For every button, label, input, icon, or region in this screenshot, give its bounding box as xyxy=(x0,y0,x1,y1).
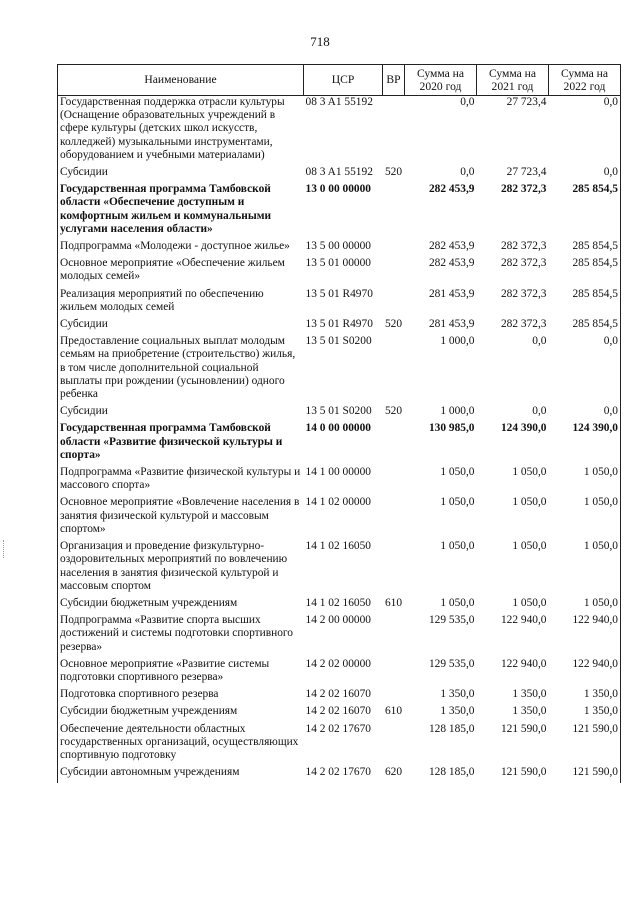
row-sum-2020: 1 050,0 xyxy=(440,466,475,479)
table-row xyxy=(58,766,621,783)
row-sum-2021: 282 372,3 xyxy=(500,240,547,253)
row-name: Подпрограмма «Развитие спорта высших достижений и системы подготовки спортивного резерва» xyxy=(58,614,304,658)
row-sum-2022: 0,0 xyxy=(549,166,621,183)
table-row xyxy=(58,658,621,688)
header-vr: ВР xyxy=(383,65,405,96)
row-csr-code: 14 2 02 17670 xyxy=(305,766,371,779)
budget-table xyxy=(57,64,621,783)
row-csr-code: 14 1 02 00000 xyxy=(305,496,371,509)
row-name: Государственная поддержка отрасли культуры (Оснащение образовательных учреждений в сфере культуры (детских школ искусств, колледжей) музыкальными инструментами, оборудованием и учебными материалами) xyxy=(58,96,304,167)
row-vr-code: 610 xyxy=(384,596,403,609)
page-number: 718 xyxy=(310,34,330,49)
row-sum-2022: 0,0 xyxy=(549,335,621,405)
table-row xyxy=(58,688,621,705)
row-sum-2020: 128 185,0 xyxy=(428,766,475,779)
row-name: Государственная программа Тамбовской области «Обеспечение доступным и комфортным жильем и коммунальными услугами населения области» xyxy=(58,183,304,240)
table-row xyxy=(58,166,621,183)
row-vr-code xyxy=(383,496,405,540)
row-name: Обеспечение деятельности областных государственных организаций, осуществляющих спортивную подготовку xyxy=(58,723,304,767)
table-row xyxy=(58,597,621,614)
header-csr: ЦСР xyxy=(304,65,383,96)
table-row xyxy=(58,288,621,318)
row-sum-2021: 121 590,0 xyxy=(500,722,547,735)
row-sum-2022: 285 854,5 xyxy=(549,257,621,287)
row-vr-code xyxy=(383,614,405,658)
row-sum-2021: 0,0 xyxy=(532,405,547,418)
row-sum-2020: 0,0 xyxy=(460,96,475,108)
row-sum-2020: 130 985,0 xyxy=(428,422,475,435)
row-csr-code: 13 5 01 R4970 xyxy=(305,287,373,300)
header-name: Наименование xyxy=(58,65,304,96)
row-name: Организация и проведение физкультурно-оздоровительных мероприятий по вовлечению населения в занятия физической культурой и массовым спортом xyxy=(58,540,304,597)
row-name: Субсидии xyxy=(58,405,304,422)
row-name: Подпрограмма «Молодежи - доступное жилье» xyxy=(58,240,304,257)
row-csr-code: 14 2 02 16070 xyxy=(305,688,371,701)
row-sum-2022: 285 854,5 xyxy=(549,318,621,335)
row-csr-code: 14 0 00 00000 xyxy=(305,422,371,435)
row-sum-2021: 122 940,0 xyxy=(500,657,547,670)
row-sum-2021: 282 372,3 xyxy=(500,257,547,270)
row-vr-code: 520 xyxy=(384,405,403,418)
row-csr-code: 14 2 02 00000 xyxy=(305,657,371,670)
row-name: Реализация мероприятий по обеспечению жильем молодых семей xyxy=(58,288,304,318)
row-csr-code: 13 5 01 00000 xyxy=(305,257,371,270)
row-vr-code xyxy=(383,658,405,688)
row-vr-code xyxy=(383,257,405,287)
row-vr-code xyxy=(383,335,405,405)
row-sum-2020: 282 453,9 xyxy=(428,240,475,253)
row-sum-2021: 282 372,3 xyxy=(500,318,547,331)
table-header xyxy=(58,65,621,96)
row-csr-code: 14 2 02 17670 xyxy=(305,722,371,735)
row-csr-code: 14 2 02 16070 xyxy=(305,705,371,718)
row-sum-2020: 128 185,0 xyxy=(428,722,475,735)
row-sum-2022: 122 940,0 xyxy=(549,614,621,658)
table-row xyxy=(58,614,621,658)
row-name: Подготовка спортивного резерва xyxy=(58,688,304,705)
row-sum-2022: 1 050,0 xyxy=(549,496,621,540)
row-sum-2021: 0,0 xyxy=(532,335,547,348)
row-sum-2021: 27 723,4 xyxy=(506,166,547,179)
row-name: Субсидии автономным учреждениям xyxy=(58,766,304,783)
row-sum-2020: 129 535,0 xyxy=(428,614,475,627)
row-sum-2020: 1 350,0 xyxy=(440,705,475,718)
row-vr-code xyxy=(383,422,405,466)
row-vr-code xyxy=(383,96,405,167)
row-sum-2022: 285 854,5 xyxy=(549,240,621,257)
row-name: Субсидии xyxy=(58,166,304,183)
table-row xyxy=(58,540,621,597)
row-sum-2020: 281 453,9 xyxy=(428,318,475,331)
row-sum-2020: 282 453,9 xyxy=(428,257,475,270)
row-csr-code: 14 1 02 16050 xyxy=(305,540,371,553)
row-sum-2022: 122 940,0 xyxy=(549,658,621,688)
header-sum-2020: Сумма на 2020 год xyxy=(405,65,477,96)
row-vr-code xyxy=(383,288,405,318)
table-row xyxy=(58,496,621,540)
row-sum-2021: 282 372,3 xyxy=(500,183,547,196)
row-vr-code xyxy=(383,723,405,767)
row-name: Подпрограмма «Развитие физической культуры и массового спорта» xyxy=(58,466,304,496)
row-vr-code: 610 xyxy=(384,705,403,718)
table-row xyxy=(58,318,621,335)
row-name: Основное мероприятие «Обеспечение жильем молодых семей» xyxy=(58,257,304,287)
row-sum-2020: 1 050,0 xyxy=(440,596,475,609)
row-sum-2020: 1 050,0 xyxy=(440,540,475,553)
row-vr-code xyxy=(383,466,405,496)
row-sum-2022: 0,0 xyxy=(549,405,621,422)
row-sum-2020: 281 453,9 xyxy=(428,287,475,300)
table-row xyxy=(58,405,621,422)
row-csr-code: 08 3 A1 55192 xyxy=(305,96,373,108)
row-vr-code xyxy=(383,688,405,705)
row-sum-2022: 121 590,0 xyxy=(549,723,621,767)
row-name: Основное мероприятие «Вовлечение населения в занятия физической культурой и массовым спортом» xyxy=(58,496,304,540)
row-sum-2021: 1 350,0 xyxy=(512,705,547,718)
row-sum-2021: 1 050,0 xyxy=(512,596,547,609)
row-sum-2021: 1 050,0 xyxy=(512,496,547,509)
row-vr-code: 520 xyxy=(384,166,403,179)
scan-edge-mark xyxy=(3,540,7,558)
row-sum-2021: 121 590,0 xyxy=(500,766,547,779)
row-vr-code: 620 xyxy=(384,766,403,779)
row-sum-2020: 129 535,0 xyxy=(428,657,475,670)
row-name: Предоставление социальных выплат молодым семьям на приобретение (строительство) жилья, в том числе дополнительной социальной выплаты при рождении (усыновлении) одного ребенка xyxy=(58,335,304,405)
row-csr-code: 13 5 01 R4970 xyxy=(305,318,373,331)
row-sum-2022: 124 390,0 xyxy=(549,422,621,466)
row-sum-2022: 1 050,0 xyxy=(549,597,621,614)
table-row xyxy=(58,335,621,405)
table-row xyxy=(58,240,621,257)
table-row xyxy=(58,183,621,240)
row-sum-2020: 0,0 xyxy=(460,166,475,179)
row-sum-2022: 1 350,0 xyxy=(549,688,621,705)
row-sum-2021: 1 350,0 xyxy=(512,688,547,701)
table-row xyxy=(58,466,621,496)
table-row xyxy=(58,257,621,287)
row-sum-2022: 1 050,0 xyxy=(549,466,621,496)
row-name: Государственная программа Тамбовской области «Развитие физической культуры и спорта» xyxy=(58,422,304,466)
row-name: Субсидии бюджетным учреждениям xyxy=(58,597,304,614)
row-sum-2021: 1 050,0 xyxy=(512,466,547,479)
row-csr-code: 13 5 00 00000 xyxy=(305,240,371,253)
row-sum-2022: 121 590,0 xyxy=(549,766,621,783)
row-sum-2022: 285 854,5 xyxy=(549,288,621,318)
table-row xyxy=(58,96,621,167)
table-row xyxy=(58,422,621,466)
row-csr-code: 14 1 02 16050 xyxy=(305,596,371,609)
row-vr-code xyxy=(383,183,405,240)
header-sum-2021: Сумма на 2021 год xyxy=(477,65,549,96)
row-csr-code: 13 0 00 00000 xyxy=(305,183,371,196)
row-sum-2022: 285 854,5 xyxy=(549,183,621,240)
header-sum-2022: Сумма на 2022 год xyxy=(549,65,621,96)
row-name: Субсидии xyxy=(58,318,304,335)
table-row xyxy=(58,705,621,722)
row-vr-code: 520 xyxy=(384,318,403,331)
row-name: Основное мероприятие «Развитие системы подготовки спортивного резерва» xyxy=(58,658,304,688)
row-csr-code: 13 5 01 S0200 xyxy=(305,405,372,418)
row-sum-2021: 1 050,0 xyxy=(512,540,547,553)
row-name: Субсидии бюджетным учреждениям xyxy=(58,705,304,722)
row-vr-code xyxy=(383,240,405,257)
row-vr-code xyxy=(383,540,405,597)
row-sum-2021: 124 390,0 xyxy=(500,422,547,435)
table-body xyxy=(58,96,621,784)
row-sum-2021: 282 372,3 xyxy=(500,287,547,300)
row-sum-2022: 1 050,0 xyxy=(549,540,621,597)
row-sum-2022: 0,0 xyxy=(549,96,621,167)
row-sum-2020: 1 350,0 xyxy=(440,688,475,701)
row-csr-code: 08 3 A1 55192 xyxy=(305,166,373,179)
row-sum-2021: 122 940,0 xyxy=(500,614,547,627)
row-csr-code: 14 2 00 00000 xyxy=(305,614,371,627)
table-row xyxy=(58,723,621,767)
row-sum-2020: 1 000,0 xyxy=(440,405,475,418)
row-sum-2020: 1 000,0 xyxy=(440,335,475,348)
row-sum-2022: 1 350,0 xyxy=(549,705,621,722)
row-sum-2020: 282 453,9 xyxy=(428,183,475,196)
row-csr-code: 13 5 01 S0200 xyxy=(305,335,372,348)
row-sum-2020: 1 050,0 xyxy=(440,496,475,509)
row-sum-2021: 27 723,4 xyxy=(506,96,547,108)
row-csr-code: 14 1 00 00000 xyxy=(305,466,371,479)
